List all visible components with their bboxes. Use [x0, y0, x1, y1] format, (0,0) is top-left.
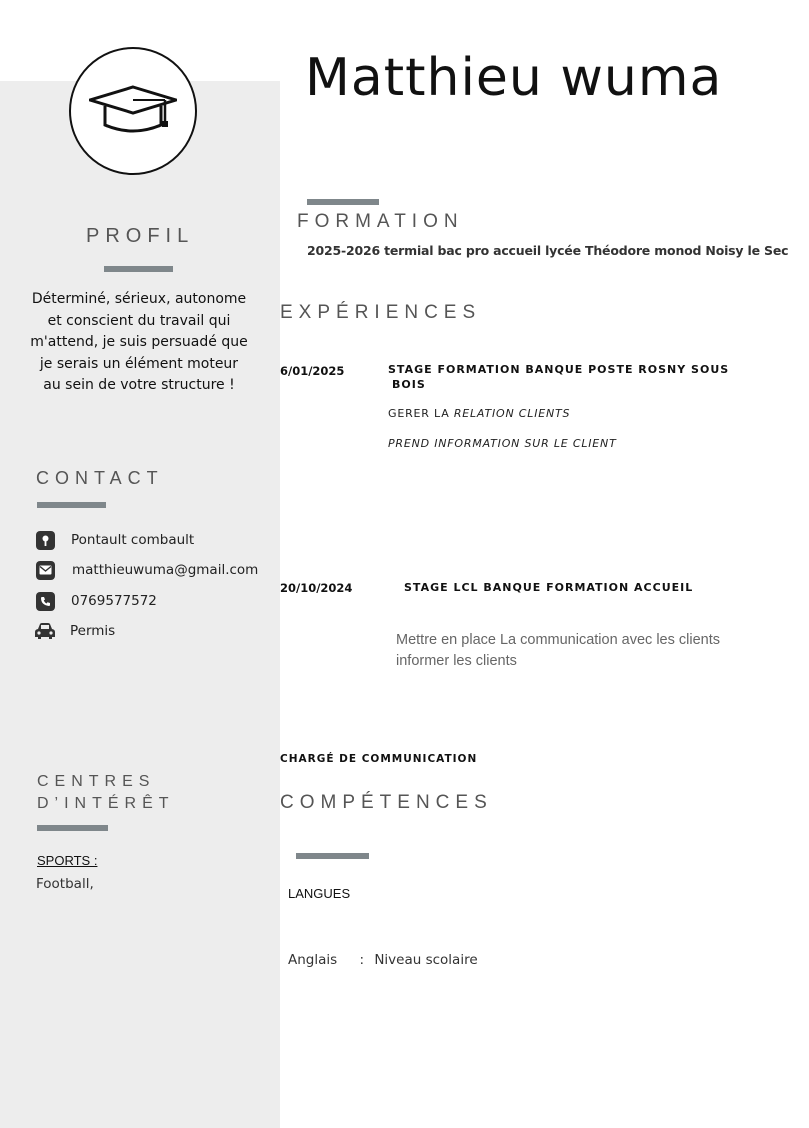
formation-divider: [307, 199, 379, 205]
interests-heading-line1: CENTRES: [37, 773, 156, 790]
formation-line: 2025-2026 termial bac pro accueil lycée Théodore monod Noisy le Sec: [307, 243, 789, 258]
exp1-title-line1: STAGE FORMATION BANQUE POSTE ROSNY SOUS: [388, 363, 730, 376]
sports-label: SPORTS :: [37, 853, 98, 868]
profile-divider: [104, 266, 173, 272]
interests-heading-line2: D’INTÉRÊT: [37, 795, 175, 812]
exp1-date: 6/01/2025: [280, 364, 345, 378]
phone-icon: [36, 592, 55, 611]
contact-phone-text[interactable]: 0769577572: [71, 593, 157, 609]
contact-license-text: Permis: [70, 623, 116, 639]
candidate-name: Matthieu wuma: [305, 48, 723, 108]
exp2-desc-line1: Mettre en place La communication avec les clients: [396, 632, 720, 648]
contact-email[interactable]: [36, 560, 258, 580]
exp2-desc-line2: informer les clients: [396, 652, 517, 669]
contact-email-text[interactable]: matthieuwuma@gmail.com: [72, 562, 259, 578]
exp1-task1: [388, 407, 570, 420]
profile-text: Déterminé, sérieux, autonome et conscient du travail qui m'attend, je suis persuadé que je serais un élément moteur au sein de votre structure !: [30, 291, 248, 394]
exp2-date: 20/10/2024: [280, 581, 353, 595]
language-row: [288, 952, 478, 968]
formation-heading: FORMATION: [297, 211, 464, 232]
exp2-title: STAGE LCL BANQUE FORMATION ACCUEIL: [404, 581, 694, 594]
contact-heading: CONTACT: [36, 468, 164, 488]
contact-divider: [37, 502, 106, 508]
language-separator: :: [359, 952, 365, 968]
location-pin-icon: [36, 531, 55, 550]
exp1-task1-prefix: GERER LA: [388, 407, 454, 420]
graduation-cap-avatar: [69, 47, 197, 175]
exp1-task1-italic: RELATION CLIENTS: [453, 407, 571, 420]
contact-license: [34, 621, 115, 641]
sports-value: Football,: [36, 876, 94, 892]
extra-role: CHARGÉ DE COMMUNICATION: [280, 753, 478, 765]
interests-divider: [37, 825, 108, 831]
exp1-task2-text: PREND INFORMATION SUR LE CLIENT: [388, 437, 617, 450]
exp1-task2: [388, 437, 617, 450]
exp2-description: [396, 630, 720, 671]
language-level: Niveau scolaire: [374, 952, 478, 968]
experiences-heading: EXPÉRIENCES: [280, 302, 482, 323]
envelope-icon: [36, 561, 55, 580]
competences-heading: COMPÉTENCES: [280, 792, 493, 813]
contact-phone[interactable]: [36, 591, 157, 611]
languages-label: LANGUES: [288, 886, 351, 901]
contact-location: [36, 530, 194, 550]
competences-divider: [296, 853, 369, 859]
language-name: Anglais: [288, 952, 338, 968]
car-icon: [34, 622, 56, 640]
profile-heading: PROFIL: [86, 225, 195, 247]
contact-location-text: Pontault combault: [71, 532, 195, 548]
interests-heading: [37, 771, 175, 815]
graduation-cap-icon: [89, 85, 177, 135]
exp1-title-line2: BOIS: [392, 378, 426, 391]
